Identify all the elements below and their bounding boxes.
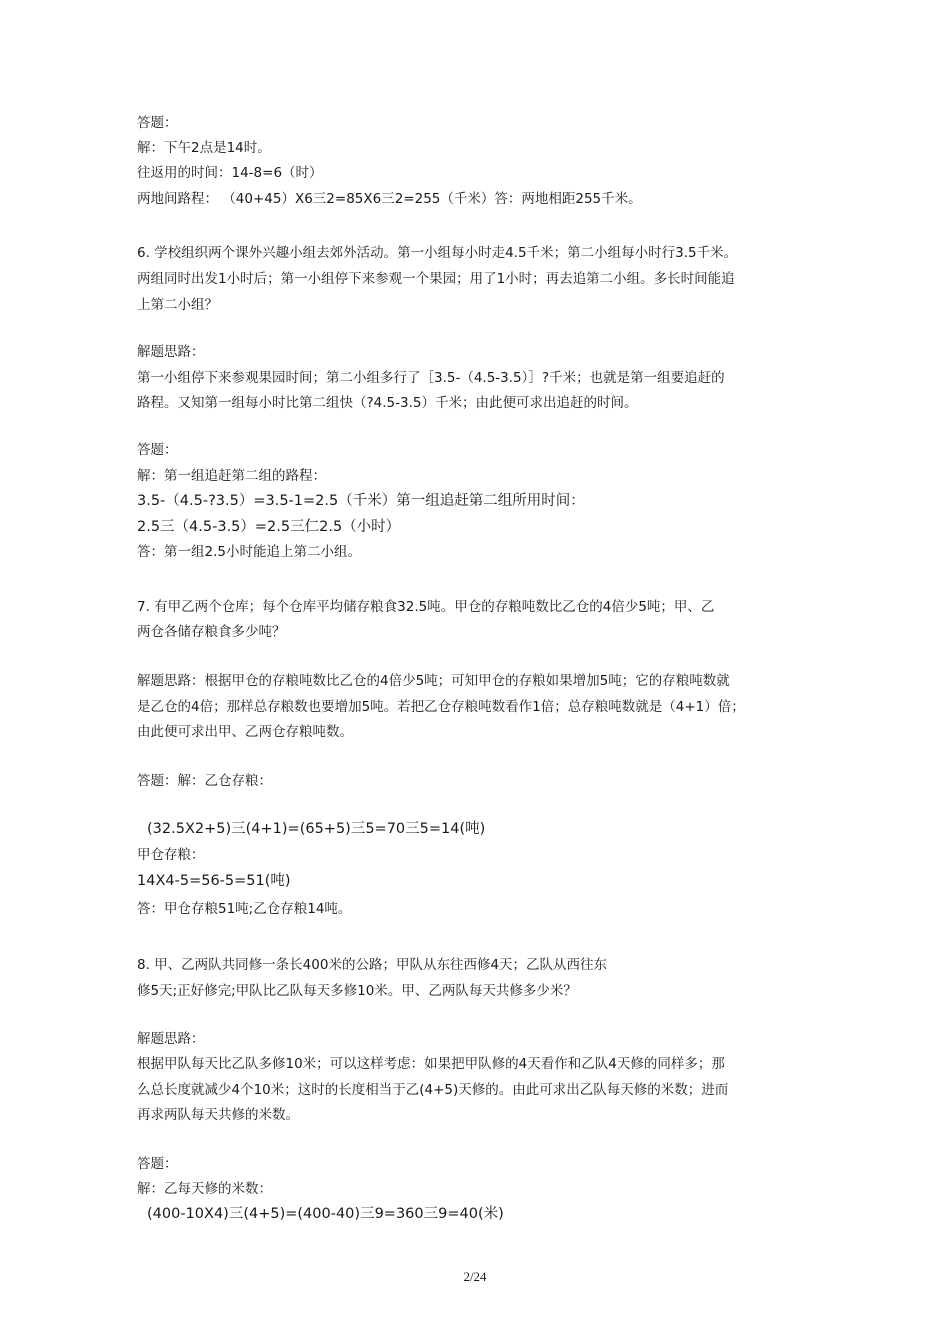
solution-line: 甲仓存粮：	[137, 847, 205, 863]
solution-line: 解：乙每天修的米数：	[137, 1181, 272, 1197]
solution-line: 解：第一组追赶第二组的路程：	[137, 468, 326, 484]
answer-heading: 答题：	[137, 115, 178, 131]
solution-line: 2.5三（4.5-3.5）=2.5三仁2.5（小时）	[137, 519, 401, 535]
thought-line: 是乙仓的4倍；那样总存粮数也要增加5吨。若把乙仓存粮吨数看作1倍；总存粮吨数就是（4+1）倍；	[137, 699, 745, 715]
solution-line: 往返用的时间：14-8=6（时）	[137, 165, 323, 181]
solution-line: 3.5-（4.5-?3.5）=3.5-1=2.5（千米）第一组追赶第二组所用时间：	[137, 493, 585, 509]
question-8-text: 修5天;正好修完;甲队比乙队每天多修10米。甲、乙两队每天共修多少米？	[137, 983, 577, 999]
thought-line: 第一小组停下来参观果园时间；第二小组多行了［3.5-（4.5-3.5）］?千米；也就是第一组要追赶的	[137, 370, 725, 386]
solution-line: (32.5X2+5)三(4+1)=(65+5)三5=70三5=14(吨)	[147, 821, 486, 837]
solution-line: 14X4-5=56-5=51(吨)	[137, 873, 291, 889]
solution-line: 解：下午2点是14时。	[137, 140, 271, 156]
page-number: 2/24	[463, 1269, 487, 1284]
question-6-text: 上第二小组？	[137, 297, 218, 313]
answer-line: 答：甲仓存粮51吨;乙仓存粮14吨。	[137, 901, 352, 917]
thought-line: 根据甲队每天比乙队多修10米；可以这样考虑：如果把甲队修的4天看作和乙队4天修的同样多；那	[137, 1056, 725, 1072]
thought-line: 再求两队每天共修的米数。	[137, 1107, 299, 1123]
thought-line: 由此便可求出甲、乙两仓存粮吨数。	[137, 724, 353, 740]
thought-line: 解题思路：根据甲仓的存粮吨数比乙仓的4倍少5吨；可知甲仓的存粮如果增加5吨；它的存粮吨数就	[137, 673, 730, 689]
thought-line: 么总长度就减少4个10米；这时的长度相当于乙(4+5)天修的。由此可求出乙队每天修的米数；进而	[137, 1082, 729, 1098]
question-6-text: 6. 学校组织两个课外兴趣小组去郊外活动。第一小组每小时走4.5千米；第二小组每小时行3.5千米。	[137, 245, 738, 261]
answer-line: 答：第一组2.5小时能追上第二小组。	[137, 544, 361, 560]
thought-heading: 解题思路：	[137, 344, 205, 360]
answer-heading: 答题：	[137, 442, 178, 458]
question-6-text: 两组同时出发1小时后；第一小组停下来参观一个果园；用了1小时；再去追第二小组。多长时间能追	[137, 271, 735, 287]
question-8-text: 8. 甲、乙两队共同修一条长400米的公路；甲队从东往西修4天；乙队从西往东	[137, 957, 608, 973]
question-7-text: 两仓各储存粮食多少吨？	[137, 624, 286, 640]
answer-heading: 答题：	[137, 1156, 178, 1172]
thought-line: 路程。又知第一组每小时比第二组快（?4.5-3.5）千米；由此便可求出追赶的时间。	[137, 395, 638, 411]
thought-heading: 解题思路：	[137, 1031, 205, 1047]
question-7-text: 7. 有甲乙两个仓库；每个仓库平均储存粮食32.5吨。甲仓的存粮吨数比乙仓的4倍少5吨；甲、乙	[137, 599, 715, 615]
answer-heading: 答题：解：乙仓存粮：	[137, 773, 272, 789]
solution-line: 两地间路程： （40+45）X6三2=85X6三2=255（千米）答：两地相距255千米。	[137, 191, 642, 207]
solution-line: (400-10X4)三(4+5)=(400-40)三9=360三9=40(米)	[147, 1206, 504, 1222]
